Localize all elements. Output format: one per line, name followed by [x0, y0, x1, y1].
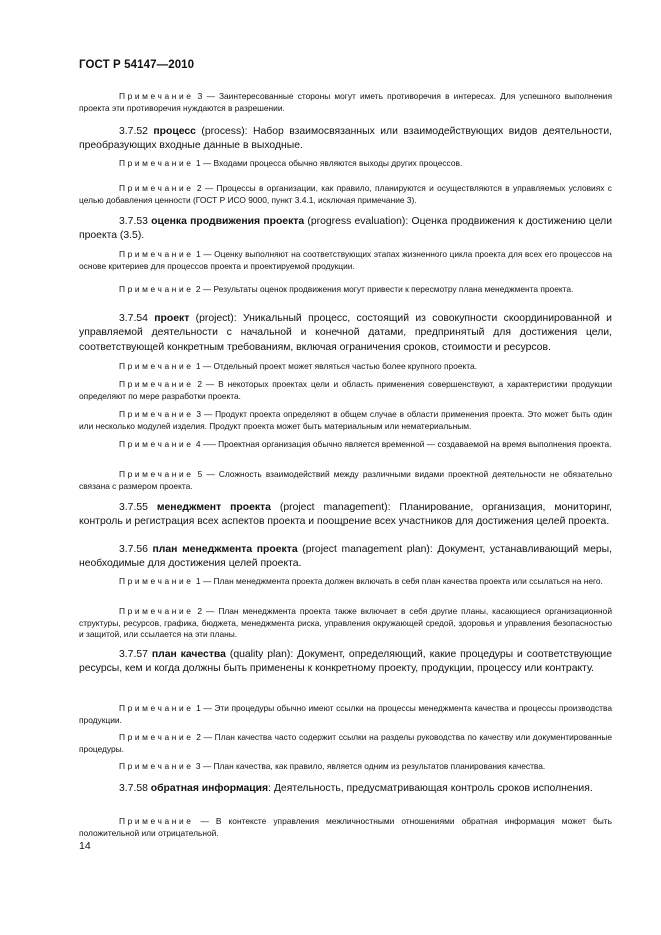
term-number: 3.7.56 — [119, 544, 148, 555]
note-label: Примечание — [119, 439, 194, 449]
note-label: Примечание — [119, 183, 194, 193]
note-paragraph — [79, 409, 612, 432]
note-label: Примечание — [119, 409, 194, 419]
term-text: (process): Набор взаимосвязанных или взаимодействующих видов деятельности, преобразующих входные данные в выходные. — [79, 126, 613, 152]
note-label: Примечание — [119, 249, 194, 259]
note-label: Примечание — [119, 576, 194, 586]
note-label: Примечание — [119, 284, 194, 294]
note-number: 1 — [196, 249, 201, 259]
note-number: 1 — [195, 361, 201, 371]
term-name: проект — [154, 313, 190, 324]
term-definition — [79, 648, 612, 677]
term-text: (project management): Планирование, организация, мониторинг, контроль и регистрация всех аспектов проекта и поощрение всех участников для достижения целей проекта. — [79, 502, 612, 528]
term-name: обратная информация — [150, 783, 269, 794]
term-text: (quality plan): Документ, определяющий, какие процедуры и соответствующие ресурсы, кем и когда должны быть применены к конкретному проекту, продукции, процессу или контракту. — [79, 649, 613, 675]
note-text: — План качества часто содержит ссылки на разделы руководства по качеству или документированные процедуры. — [79, 732, 613, 754]
note-paragraph — [79, 732, 612, 755]
note-number: 2 — [197, 606, 203, 616]
note-text: — В некоторых проектах цели и область применения совершенствуют, а характеристики продукции определяют по мере разработки проекта. — [79, 379, 613, 401]
note-number: 3 — [197, 91, 203, 101]
document-header: ГОСТ Р 54147—2010 — [79, 59, 195, 71]
note-paragraph — [79, 816, 612, 839]
note-text: — В контексте управления межличностными отношениями обратная информация может быть положительной или отрицательной. — [79, 816, 612, 838]
note-text: — План качества, как правило, является одним из результатов планирования качества. — [202, 761, 546, 771]
note-number: 2 — [195, 284, 201, 294]
note-label: Примечание — [119, 469, 194, 479]
note-label: Примечание — [119, 158, 194, 168]
term-name: план менеджмента проекта — [152, 544, 298, 555]
note-paragraph — [79, 439, 612, 451]
note-text: —– Проектная организация обычно является временной — создаваемой на время выполнения проекта. — [202, 439, 612, 449]
term-text: (progress evaluation): Оценка продвижения к достижению цели проекта (3.5). — [79, 216, 613, 242]
note-paragraph — [79, 703, 612, 726]
note-paragraph — [79, 249, 612, 272]
term-name: оценка продвижения проекта — [151, 216, 305, 227]
note-text: — Заинтересованные стороны могут иметь противоречия в интересах. Для успешного выполнения проекта эти противоречия нуждаются в разрешении. — [79, 91, 613, 113]
term-definition — [79, 312, 612, 355]
note-paragraph — [79, 606, 612, 641]
note-label: Примечание — [119, 91, 194, 101]
note-paragraph — [79, 183, 612, 206]
term-text: (project): Уникальный процесс, состоящий из совокупности скоординированной и управляемой деятельности с начальной и конечной датами, предпринятый для достижения цели, соответствующей конкретным требованиям, включая ограничения сроков, стоимости и ресурсов. — [79, 313, 612, 353]
term-number: 3.7.54 — [119, 313, 148, 324]
note-label: Примечание — [119, 732, 194, 742]
note-number: 1 — [195, 158, 201, 168]
note-paragraph — [79, 761, 612, 773]
note-label: Примечание — [119, 703, 194, 713]
page-number: 14 — [79, 840, 91, 852]
note-label: Примечание — [119, 361, 194, 371]
term-number: 3.7.52 — [119, 126, 148, 137]
note-number: 3 — [196, 409, 202, 419]
note-number: 1 — [195, 576, 201, 586]
term-definition — [79, 543, 612, 572]
note-number: 2 — [196, 732, 201, 742]
note-text: — План менеджмента проекта должен включать в себя план качества проекта или ссылаться на него. — [202, 576, 603, 586]
note-paragraph — [79, 158, 612, 170]
note-number: 5 — [197, 469, 203, 479]
note-paragraph — [79, 469, 612, 492]
term-name: менеджмент проекта — [156, 502, 271, 513]
note-paragraph — [79, 284, 612, 296]
term-number: 3.7.57 — [119, 649, 148, 660]
note-label: Примечание — [119, 379, 194, 389]
term-number: 3.7.53 — [119, 216, 148, 227]
note-text: — Продукт проекта определяют в общем случае в области применения проекта. Это может быть один или несколько модулей изделия. Продукт проекта может быть материальным или нематериальным. — [79, 409, 613, 431]
term-text: Деятельность, предусматривающая контроль сроков исполнения. — [273, 783, 593, 794]
note-number: 2 — [197, 379, 203, 389]
term-definition: 3.7.58 обратная информация: Деятельность, предусматривающая контроль сроков исполнения. — [119, 783, 593, 794]
term-text: (project management plan): Документ, устанавливающий меры, необходимые для достижения целей проекта. — [79, 544, 612, 570]
note-text: — План менеджмента проекта также включает в себя другие планы, касающиеся организационной структуры, ресурсов, графика, бюджета, менеджмента риска, управления окружающей средой, здоровья и управления безопасностью и защитой, или ссылается на эти планы. — [79, 606, 613, 640]
note-text: — Отдельный проект может являться частью более крупного проекта. — [202, 361, 478, 371]
note-paragraph — [79, 91, 612, 114]
note-paragraph — [79, 576, 612, 588]
term-name: план качества — [151, 649, 226, 660]
note-paragraph — [79, 361, 612, 373]
term-number: 3.7.58 — [119, 783, 148, 794]
note-text: — Эти процедуры обычно имеют ссылки на процессы менеджмента качества и процессы производства продукции. — [79, 703, 613, 725]
note-number: 4 — [195, 439, 201, 449]
note-number: 1 — [196, 703, 201, 713]
note-label: Примечание — [119, 761, 194, 771]
term-definition — [79, 501, 612, 530]
note-text: — Процессы в организации, как правило, планируются и осуществляются в управляемых условиях с целью добавления ценности (ГОСТ Р ИСО 9000, пункт 3.4.1, исключая примечание 3). — [79, 183, 612, 205]
note-text: — Оценку выполняют на соответствующих этапах жизненного цикла проекта для всех его процессов на основе критериев для процессов проекта и проектируемой продукции. — [79, 249, 613, 271]
note-label: Примечание — [119, 606, 194, 616]
term-definition — [79, 125, 612, 154]
note-text: — Результаты оценок продвижения могут привести к пересмотру плана менеджмента проекта. — [202, 284, 574, 294]
term-definition — [79, 215, 612, 244]
note-paragraph — [79, 379, 612, 402]
note-number: 3 — [195, 761, 201, 771]
term-name: процесс — [153, 126, 196, 137]
note-text: — Входами процесса обычно являются выходы других процессов. — [202, 158, 463, 168]
term-number: 3.7.55 — [119, 502, 148, 513]
note-text: — Сложность взаимодействий между различными видами проектной деятельности не обязательно связана с размером проекта. — [79, 469, 612, 491]
note-number: 2 — [196, 183, 202, 193]
note-label: Примечание — [119, 816, 194, 826]
